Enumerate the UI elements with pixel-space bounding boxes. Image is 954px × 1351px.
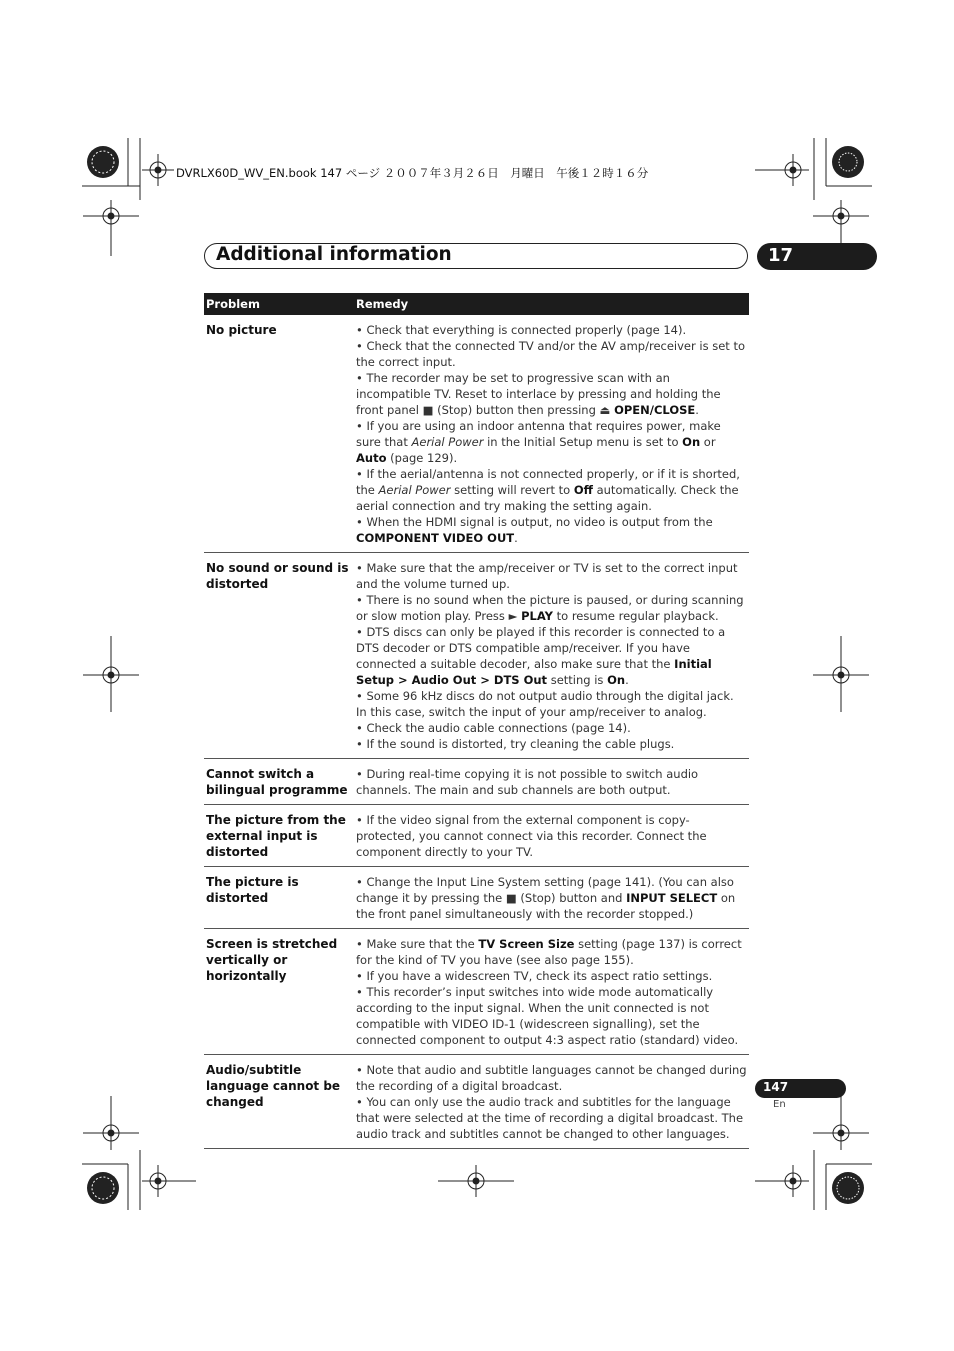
remedy-cell <box>354 315 749 553</box>
remedy-item <box>356 688 747 720</box>
remedy-text: • This recorder’s input switches into wide mode automatically according to the input signal. When the unit connected is not compatible with VIDEO ID-1 (widescreen signalling), set the connected component to output 4:3 aspect ratio (standard) video. <box>356 985 739 1047</box>
remedy-text: . <box>625 673 629 687</box>
remedy-text: . <box>695 403 699 417</box>
remedy-text: . <box>514 531 518 545</box>
remedy-text: • DTS discs can only be played if this recorder is connected to a DTS decoder or DTS compatible amp/receiver. If you have connected a suitable decoder, also make sure that the <box>356 625 726 671</box>
remedy-text: • Check that everything is connected properly (page 14). <box>356 323 687 337</box>
column-header-remedy: Remedy <box>354 293 749 315</box>
remedy-item <box>356 968 747 984</box>
table-row <box>204 759 749 805</box>
remedy-item <box>356 1062 747 1094</box>
remedy-text: • Some 96 kHz discs do not output audio through the digital jack. In this case, switch the input of your amp/receiver to analog. <box>356 689 734 719</box>
remedy-item <box>356 1094 747 1142</box>
remedy-item <box>356 418 747 466</box>
remedy-item <box>356 592 747 624</box>
remedy-cell <box>354 1055 749 1149</box>
print-header-line: DVRLX60D_WV_EN.book 147 ページ ２００７年３月２６日 月曜日 午後１２時１６分 <box>176 166 649 180</box>
problem-cell: The picture from the external input is distorted <box>204 805 354 867</box>
remedy-text: setting is <box>547 673 608 687</box>
remedy-text: (page 129). <box>386 451 458 465</box>
table-row <box>204 315 749 553</box>
remedy-text: INPUT SELECT <box>626 891 718 905</box>
remedy-item <box>356 370 747 418</box>
page-number-badge <box>755 1079 846 1098</box>
remedy-cell <box>354 867 749 929</box>
table-row <box>204 553 749 759</box>
remedy-item <box>356 322 747 338</box>
problem-cell: Cannot switch a bilingual programme <box>204 759 354 805</box>
remedy-cell <box>354 759 749 805</box>
remedy-text: • You can only use the audio track and subtitles for the language that were selected at the time of recording a digital broadcast. The audio track and subtitles cannot be changed to other languages. <box>356 1095 744 1141</box>
remedy-item <box>356 560 747 592</box>
remedy-item <box>356 466 747 514</box>
remedy-text: • Make sure that the amp/receiver or TV is set to the correct input and the volume turned up. <box>356 561 738 591</box>
remedy-text: or <box>700 435 716 449</box>
remedy-item <box>356 624 747 688</box>
remedy-item <box>356 720 747 736</box>
remedy-text: • There is no sound when the picture is paused, or during scanning or slow motion play. Press ► <box>356 593 744 623</box>
remedy-text: • Check that the connected TV and/or the AV amp/receiver is set to the correct input. <box>356 339 745 369</box>
remedy-text: • The recorder may be set to progressive scan with an incompatible TV. Reset to interlace by pressing and holding the front panel ■ (Stop) button then pressing ⏏ <box>356 371 721 417</box>
remedy-text: • If you are using an indoor antenna that requires power, make sure that <box>356 419 721 449</box>
table-row <box>204 805 749 867</box>
remedy-cell <box>354 929 749 1055</box>
column-header-problem: Problem <box>204 293 354 315</box>
remedy-text: • If the video signal from the external component is copy-protected, you cannot connect via this recorder. Connect the component directly to your TV. <box>356 813 707 859</box>
problem-cell: The picture is distorted <box>204 867 354 929</box>
remedy-text: On <box>682 435 701 449</box>
remedy-item <box>356 514 747 546</box>
remedy-text: COMPONENT VIDEO OUT <box>356 531 515 545</box>
remedy-text: setting will revert to <box>450 483 574 497</box>
remedy-text: setting (page 137) is correct for the kind of TV you have (see also page 155). <box>356 937 742 967</box>
remedy-text: automatically. Check the aerial connection and try making the setting again. <box>356 483 739 513</box>
remedy-text: Off <box>573 483 593 497</box>
remedy-text: Initial Setup > Audio Out > DTS Out <box>356 657 712 687</box>
remedy-cell <box>354 805 749 867</box>
remedy-item <box>356 936 747 968</box>
remedy-text: • If the sound is distorted, try cleaning the cable plugs. <box>356 737 675 751</box>
page-language: En <box>773 1099 786 1110</box>
remedy-text: On <box>607 673 626 687</box>
problem-cell: Audio/subtitle language cannot be changed <box>204 1055 354 1149</box>
remedy-item <box>356 812 747 860</box>
remedy-text: • During real-time copying it is not possible to switch audio channels. The main and sub channels are both output. <box>356 767 699 797</box>
table-row <box>204 867 749 929</box>
remedy-text: TV Screen Size <box>478 937 575 951</box>
troubleshooting-table <box>204 293 749 1149</box>
remedy-text: • If the aerial/antenna is not connected properly, or if it is shorted, the <box>356 467 740 497</box>
remedy-item <box>356 338 747 370</box>
table-header-row <box>204 293 749 315</box>
remedy-text: PLAY <box>521 609 553 623</box>
remedy-text: Aerial Power <box>411 435 484 449</box>
problem-cell: No picture <box>204 315 354 553</box>
problem-cell: No sound or sound is distorted <box>204 553 354 759</box>
chapter-title: Additional information <box>216 244 452 265</box>
remedy-item <box>356 874 747 922</box>
remedy-text: • If you have a widescreen TV, check its aspect ratio settings. <box>356 969 713 983</box>
remedy-text: • When the HDMI signal is output, no video is output from the <box>356 515 713 529</box>
remedy-text: • Make sure that the <box>356 937 479 951</box>
remedy-text: in the Initial Setup menu is set to <box>483 435 683 449</box>
page-number: 147 <box>763 1080 789 1094</box>
remedy-text: OPEN/CLOSE <box>614 403 696 417</box>
remedy-cell <box>354 553 749 759</box>
remedy-item <box>356 984 747 1048</box>
remedy-text: • Check the audio cable connections (page 14). <box>356 721 631 735</box>
remedy-text: Auto <box>356 451 387 465</box>
remedy-text: • Change the Input Line System setting (page 141). (You can also change it by pressing the ■ (Stop) button and <box>356 875 734 905</box>
remedy-item <box>356 736 747 752</box>
chapter-number-badge <box>757 243 877 270</box>
remedy-text: on the front panel simultaneously with the recorder stopped.) <box>356 891 736 921</box>
remedy-text: to resume regular playback. <box>552 609 719 623</box>
remedy-item <box>356 766 747 798</box>
table-row <box>204 1055 749 1149</box>
problem-cell: Screen is stretched vertically or horizontally <box>204 929 354 1055</box>
remedy-text: • Note that audio and subtitle languages cannot be changed during the recording of a digital broadcast. <box>356 1063 747 1093</box>
chapter-number: 17 <box>768 245 794 266</box>
remedy-text: Aerial Power <box>378 483 451 497</box>
table-row <box>204 929 749 1055</box>
